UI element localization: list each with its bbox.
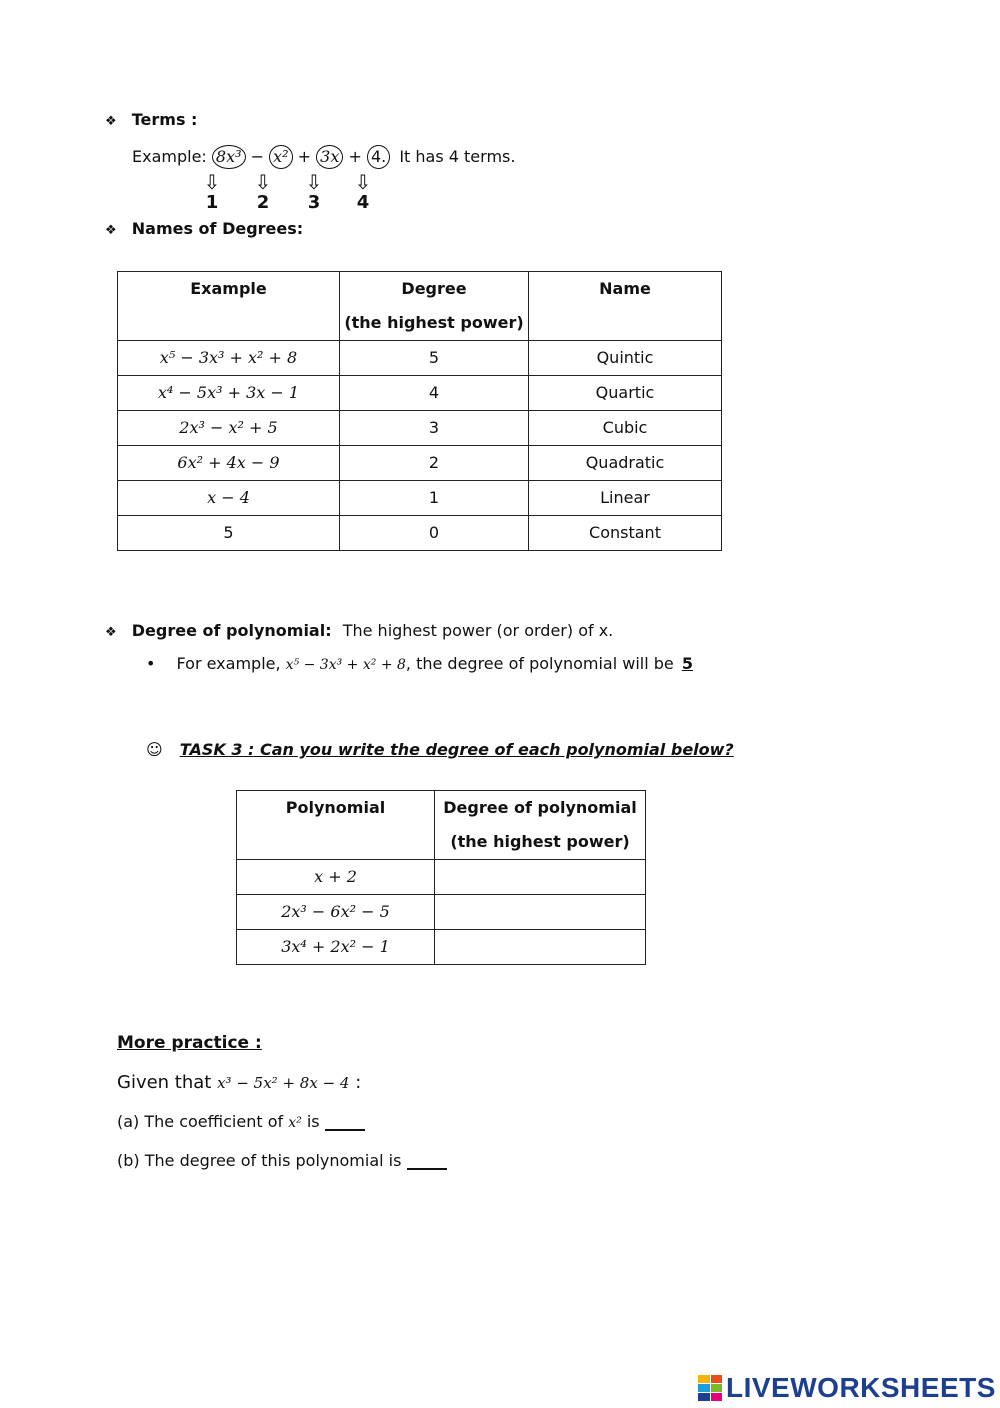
- example-cell: 5: [118, 516, 340, 551]
- terms-title: Terms :: [131, 110, 198, 129]
- degree-cell: 5: [340, 341, 529, 376]
- table-row: [118, 341, 722, 376]
- degree-example: [146, 654, 693, 673]
- diamond-bullet-icon: ❖: [105, 625, 117, 640]
- liveworksheets-logo-icon: [698, 1375, 722, 1401]
- table-row: [118, 446, 722, 481]
- liveworksheets-logo: [698, 1372, 996, 1404]
- example-cell: x − 4: [118, 481, 340, 516]
- example-suffix: , the degree of polynomial will be: [405, 654, 674, 673]
- polynomial-cell: 2x³ − 6x² − 5: [237, 895, 435, 930]
- header-degree: Degree (the highest power): [340, 272, 529, 341]
- diamond-bullet-icon: ❖: [105, 223, 117, 238]
- term-number: 2: [256, 192, 270, 213]
- degree-definition: The highest power (or order) of x.: [342, 621, 614, 640]
- example-cell: 2x³ − x² + 5: [118, 411, 340, 446]
- table-row: [237, 930, 646, 965]
- name-cell: Quadratic: [529, 446, 722, 481]
- terms-heading: [105, 110, 197, 129]
- degree-cell: 3: [340, 411, 529, 446]
- answer-cell[interactable]: [435, 860, 646, 895]
- name-cell: Linear: [529, 481, 722, 516]
- degree-names-table: [117, 271, 722, 551]
- more-practice-title: More practice :: [117, 1033, 262, 1053]
- term-number: 1: [205, 192, 219, 213]
- degree-of-polynomial-heading: [105, 621, 613, 640]
- question-a-prefix: (a) The coefficient of: [117, 1112, 284, 1131]
- table-row: [237, 895, 646, 930]
- term-marker-3: [302, 172, 326, 214]
- table-row: [118, 376, 722, 411]
- smiley-icon: ☺: [146, 740, 163, 759]
- example-prefix: For example,: [176, 654, 281, 673]
- name-cell: Constant: [529, 516, 722, 551]
- header-name: Name: [529, 272, 722, 341]
- task3-title: TASK 3 : Can you write the degree of each polynomial below?: [179, 740, 734, 759]
- table-row: [118, 516, 722, 551]
- term-3: 3x: [316, 145, 343, 169]
- question-a: [117, 1112, 365, 1131]
- header-example: Example: [118, 272, 340, 341]
- degree-of-polynomial-title: Degree of polynomial:: [131, 621, 332, 640]
- task3-heading: [146, 740, 734, 759]
- given-math: x³ − 5x² + 8x − 4: [217, 1074, 350, 1092]
- term-4: 4.: [367, 145, 390, 169]
- term-2: x²: [269, 145, 292, 169]
- operator-3: +: [348, 147, 362, 166]
- name-cell: Quintic: [529, 341, 722, 376]
- polynomial-cell: 3x⁴ + 2x² − 1: [237, 930, 435, 965]
- answer-cell[interactable]: [435, 895, 646, 930]
- task3-table: [236, 790, 646, 965]
- table-row: [118, 481, 722, 516]
- example-cell: x⁵ − 3x³ + x² + 8: [118, 341, 340, 376]
- answer-cell[interactable]: [435, 930, 646, 965]
- table-row: [237, 860, 646, 895]
- names-of-degrees-title: Names of Degrees:: [131, 219, 304, 238]
- degree-cell: 0: [340, 516, 529, 551]
- term-number: 4: [356, 192, 370, 213]
- example-cell: 6x² + 4x − 9: [118, 446, 340, 481]
- question-a-suffix: is: [306, 1112, 320, 1131]
- table-row: [118, 411, 722, 446]
- brand-name: LIVEWORKSHEETS: [726, 1372, 996, 1403]
- header-degree: Degree of polynomial (the highest power): [435, 791, 646, 860]
- given-suffix: :: [355, 1072, 362, 1093]
- operator-2: +: [297, 147, 312, 166]
- operator-1: −: [250, 147, 265, 166]
- terms-example: [132, 145, 515, 169]
- question-b-text: (b) The degree of this polynomial is: [117, 1151, 402, 1170]
- degree-cell: 2: [340, 446, 529, 481]
- name-cell: Cubic: [529, 411, 722, 446]
- down-arrow-icon: ⇩: [203, 170, 221, 194]
- names-of-degrees-heading: [105, 219, 303, 238]
- question-b: [117, 1151, 447, 1170]
- term-marker-2: [251, 172, 275, 214]
- list-bullet-icon: •: [146, 654, 156, 673]
- example-cell: x⁴ − 5x³ + 3x − 1: [118, 376, 340, 411]
- down-arrow-icon: ⇩: [305, 170, 323, 194]
- name-cell: Quartic: [529, 376, 722, 411]
- example-math: x⁵ − 3x³ + x² + 8: [285, 657, 406, 673]
- down-arrow-icon: ⇩: [354, 170, 372, 194]
- terms-count-text: It has 4 terms.: [399, 147, 516, 166]
- example-answer: 5: [681, 654, 693, 673]
- given-prefix: Given that: [117, 1072, 212, 1093]
- example-label: Example:: [132, 147, 207, 166]
- given-line: [117, 1072, 361, 1093]
- answer-b-blank[interactable]: [407, 1152, 447, 1170]
- term-1: 8x³: [212, 145, 246, 169]
- polynomial-cell: x + 2: [237, 860, 435, 895]
- diamond-bullet-icon: ❖: [105, 114, 117, 129]
- term-number: 3: [307, 192, 321, 213]
- answer-a-blank[interactable]: [325, 1113, 365, 1131]
- header-polynomial: Polynomial: [237, 791, 435, 860]
- table-header-row: [118, 272, 722, 341]
- term-marker-4: [351, 172, 375, 214]
- table-header-row: [237, 791, 646, 860]
- degree-cell: 1: [340, 481, 529, 516]
- question-a-math: x²: [288, 1115, 302, 1131]
- term-marker-1: [200, 172, 224, 214]
- degree-cell: 4: [340, 376, 529, 411]
- down-arrow-icon: ⇩: [254, 170, 272, 194]
